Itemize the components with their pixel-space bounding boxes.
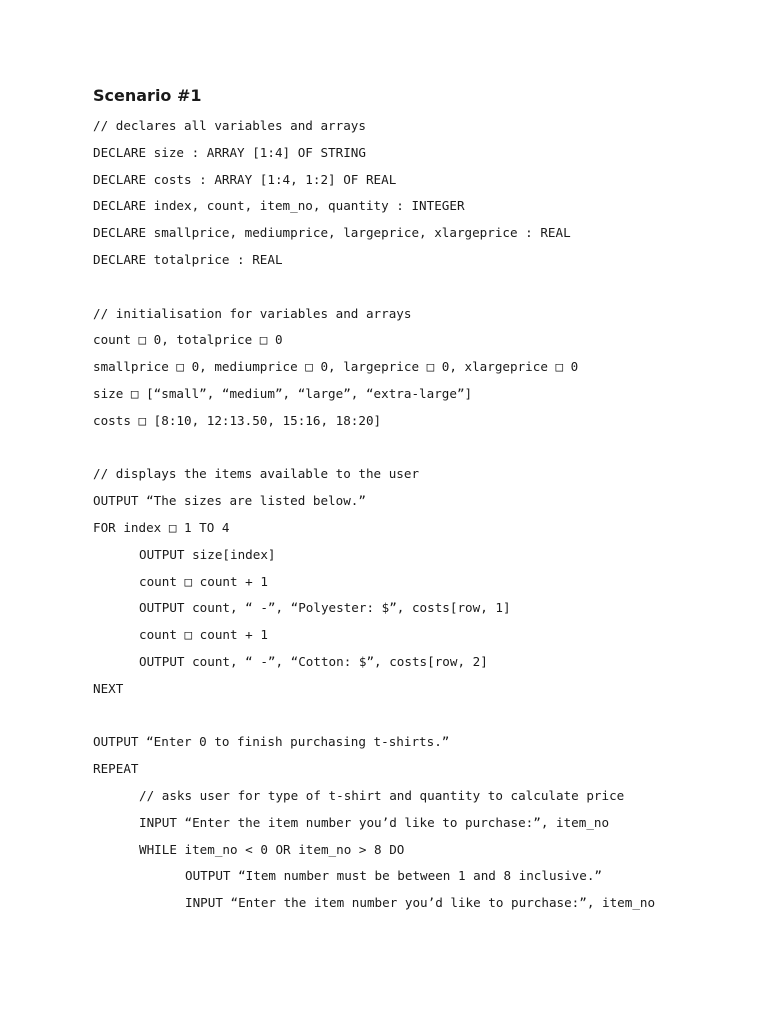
code-line: // displays the items available to the user xyxy=(93,466,420,482)
code-line: OUTPUT size[index] xyxy=(139,546,276,562)
code-line: // declares all variables and arrays xyxy=(93,118,366,133)
code-line: OUTPUT count, “ -”, “Cotton: $”, costs[row, 2] xyxy=(139,653,488,669)
code-line: DECLARE costs : ARRAY [1:4, 1:2] OF REAL xyxy=(93,171,397,187)
code-line: DECLARE smallprice, mediumprice, largeprice, xlargeprice : REAL xyxy=(93,225,571,241)
code-line: // asks user for type of t-shirt and quantity to calculate price xyxy=(139,787,625,803)
code-line: costs □ [8:10, 12:13.50, 15:16, 18:20] xyxy=(93,412,382,428)
code-line: FOR index □ 1 TO 4 xyxy=(93,519,230,535)
scenario-title: Scenario #1 xyxy=(93,86,202,105)
code-line: count □ count + 1 xyxy=(139,573,268,589)
blank-line xyxy=(93,438,655,465)
code-line: REPEAT xyxy=(93,761,139,777)
code-line: DECLARE totalprice : REAL xyxy=(93,251,283,267)
code-line: size □ [“small”, “medium”, “large”, “extra-large”] xyxy=(93,385,473,401)
code-line: smallprice □ 0, mediumprice □ 0, largeprice □ 0, xlargeprice □ 0 xyxy=(93,359,579,375)
code-line: INPUT “Enter the item number you’d like to purchase:”, item_no xyxy=(139,814,610,830)
code-line: OUTPUT “Enter 0 to finish purchasing t-shirts.” xyxy=(93,734,450,750)
code-line: WHILE item_no < 0 OR item_no > 8 DO xyxy=(139,841,405,857)
code-line: OUTPUT “The sizes are listed below.” xyxy=(93,493,366,509)
code-line: OUTPUT count, “ -”, “Polyester: $”, costs[row, 1] xyxy=(139,600,511,616)
code-line: OUTPUT “Item number must be between 1 and 8 inclusive.” xyxy=(185,868,603,884)
code-line: DECLARE size : ARRAY [1:4] OF STRING xyxy=(93,144,366,160)
code-line: INPUT “Enter the item number you’d like to purchase:”, item_no xyxy=(185,895,656,911)
code-line: count □ count + 1 xyxy=(139,627,268,643)
blank-line xyxy=(93,706,655,733)
code-line: count □ 0, totalprice □ 0 xyxy=(93,332,283,348)
code-line: // initialisation for variables and arrays xyxy=(93,305,412,321)
pseudocode-block xyxy=(93,116,655,920)
blank-line xyxy=(93,277,655,304)
code-line: NEXT xyxy=(93,680,124,696)
code-line: DECLARE index, count, item_no, quantity : INTEGER xyxy=(93,198,465,214)
